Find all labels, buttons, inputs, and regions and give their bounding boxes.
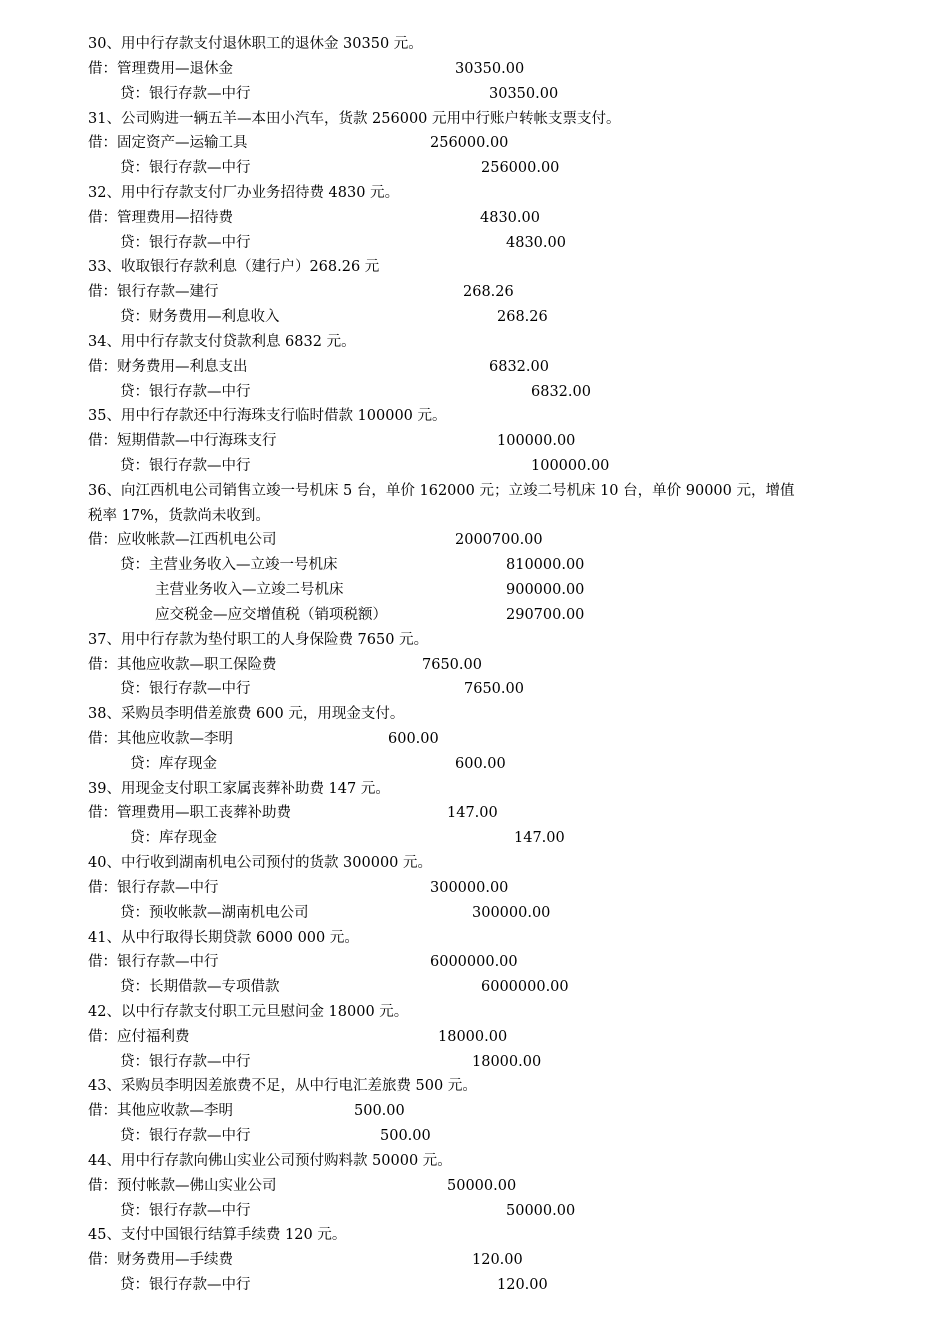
debit-amount: 6000000.00 [430, 954, 518, 971]
debit-amount: 18000.00 [438, 1028, 508, 1045]
credit-account: 贷：银行存款—中行 [120, 160, 251, 177]
entry-description: 39、用现金支付职工家属丧葬补助费 147 元。 [88, 780, 390, 797]
credit-account: 贷：银行存款—中行 [120, 383, 251, 400]
entry-description: 44、用中行存款向佛山实业公司预付购料款 50000 元。 [88, 1152, 452, 1169]
credit-amount: 600.00 [455, 755, 506, 772]
debit-account: 借：财务费用—手续费 [88, 1252, 233, 1269]
credit-amount: 120.00 [497, 1277, 548, 1293]
debit-account: 借：短期借款—中行海珠支行 [88, 433, 277, 450]
credit-amount: 30350.00 [489, 85, 559, 102]
debit-amount: 120.00 [472, 1252, 523, 1269]
credit-account: 贷：库存现金 [130, 830, 217, 847]
debit-account: 借：固定资产—运输工具 [88, 135, 248, 152]
debit-account: 借：管理费用—招待费 [88, 209, 233, 226]
credit-amount: 810000.00 [506, 557, 585, 574]
credit-amount: 256000.00 [481, 160, 560, 177]
entry-description: 40、中行收到湖南机电公司预付的货款 300000 元。 [88, 855, 433, 872]
debit-amount: 4830.00 [480, 209, 540, 226]
credit-amount: 268.26 [497, 309, 548, 325]
entry-description: 45、支付中国银行结算手续费 120 元。 [88, 1227, 347, 1244]
debit-account: 借：财务费用—利息支出 [88, 358, 248, 375]
debit-amount: 300000.00 [430, 879, 509, 896]
credit-account: 贷：库存现金 [130, 755, 217, 772]
credit-amount: 4830.00 [506, 234, 566, 251]
credit-account: 贷：银行存款—中行 [120, 1053, 251, 1070]
credit-account: 贷：银行存款—中行 [120, 681, 251, 698]
entry-description: 43、采购员李明因差旅费不足，从中行电汇差旅费 500 元。 [88, 1078, 477, 1095]
debit-amount: 6832.00 [489, 358, 549, 375]
debit-account: 借：管理费用—职工丧葬补助费 [88, 805, 291, 822]
credit-account: 贷：银行存款—中行 [120, 1202, 251, 1219]
entry-description: 37、用中行存款为垫付职工的人身保险费 7650 元。 [88, 631, 429, 648]
credit-account: 贷：银行存款—中行 [120, 1128, 251, 1145]
entry-description: 31、公司购进一辆五羊—本田小汽车，货款 256000 元用中行账户转帐支票支付。 [88, 110, 621, 127]
credit-account: 贷：主营业务收入—立竣一号机床 [120, 557, 338, 574]
debit-amount: 147.00 [447, 805, 498, 822]
credit-amount: 7650.00 [464, 681, 524, 698]
credit-account: 贷：财务费用—利息收入 [120, 309, 280, 325]
credit-amount: 500.00 [380, 1128, 431, 1145]
credit-account: 贷：预收帐款—湖南机电公司 [120, 904, 309, 921]
credit-amount: 290700.00 [506, 606, 585, 623]
credit-account: 应交税金—应交增值税（销项税额） [155, 606, 387, 623]
debit-account: 借：银行存款—中行 [88, 879, 219, 896]
debit-account: 借：应收帐款—江西机电公司 [88, 532, 277, 549]
credit-account: 贷：银行存款—中行 [120, 457, 251, 474]
debit-account: 借：其他应收款—李明 [88, 731, 233, 747]
entry-description: 32、用中行存款支付厂办业务招待费 4830 元。 [88, 184, 400, 201]
debit-account: 借：其他应收款—李明 [88, 1103, 233, 1120]
debit-amount: 7650.00 [422, 656, 482, 673]
debit-amount: 600.00 [388, 731, 439, 747]
credit-amount: 300000.00 [472, 904, 551, 921]
debit-amount: 2000700.00 [455, 532, 543, 549]
debit-amount: 50000.00 [447, 1177, 517, 1194]
credit-account: 贷：银行存款—中行 [120, 85, 251, 102]
entry-description: 35、用中行存款还中行海珠支行临时借款 100000 元。 [88, 408, 447, 425]
debit-account: 借：管理费用—退休金 [88, 60, 233, 77]
entry-description: 30、用中行存款支付退休职工的退休金 30350 元。 [88, 36, 423, 52]
credit-amount: 6000000.00 [481, 979, 569, 996]
debit-amount: 268.26 [463, 284, 514, 301]
credit-amount: 147.00 [514, 830, 565, 847]
credit-amount: 900000.00 [506, 582, 585, 598]
debit-account: 借：预付帐款—佛山实业公司 [88, 1177, 277, 1194]
entry-description: 42、以中行存款支付职工元旦慰问金 18000 元。 [88, 1004, 409, 1020]
debit-account: 借：银行存款—中行 [88, 954, 219, 971]
entry-description: 36、向江西机电公司销售立竣一号机床 5 台，单价 162000 元；立竣二号机床 10 台，单价 90000 元，增值 [88, 482, 795, 499]
entry-description-continued: 税率 17%，货款尚未收到。 [88, 507, 270, 524]
entry-description: 41、从中行取得长期贷款 6000 000 元。 [88, 929, 359, 946]
debit-amount: 30350.00 [455, 60, 525, 77]
entry-description: 38、采购员李明借差旅费 600 元，用现金支付。 [88, 706, 405, 723]
debit-amount: 256000.00 [430, 135, 509, 152]
credit-account: 贷：银行存款—中行 [120, 1277, 251, 1293]
credit-account: 贷：银行存款—中行 [120, 234, 251, 251]
credit-amount: 50000.00 [506, 1202, 576, 1219]
debit-amount: 500.00 [354, 1103, 405, 1120]
credit-account: 主营业务收入—立竣二号机床 [155, 582, 344, 598]
entry-description: 33、收取银行存款利息（建行户）268.26 元 [88, 259, 380, 276]
entry-description: 34、用中行存款支付贷款利息 6832 元。 [88, 333, 356, 350]
debit-account: 借：银行存款—建行 [88, 284, 219, 301]
credit-account: 贷：长期借款—专项借款 [120, 979, 280, 996]
credit-amount: 100000.00 [531, 457, 610, 474]
debit-account: 借：其他应收款—职工保险费 [88, 656, 277, 673]
debit-amount: 100000.00 [497, 433, 576, 450]
credit-amount: 18000.00 [472, 1053, 542, 1070]
credit-amount: 6832.00 [531, 383, 591, 400]
debit-account: 借：应付福利费 [88, 1028, 190, 1045]
